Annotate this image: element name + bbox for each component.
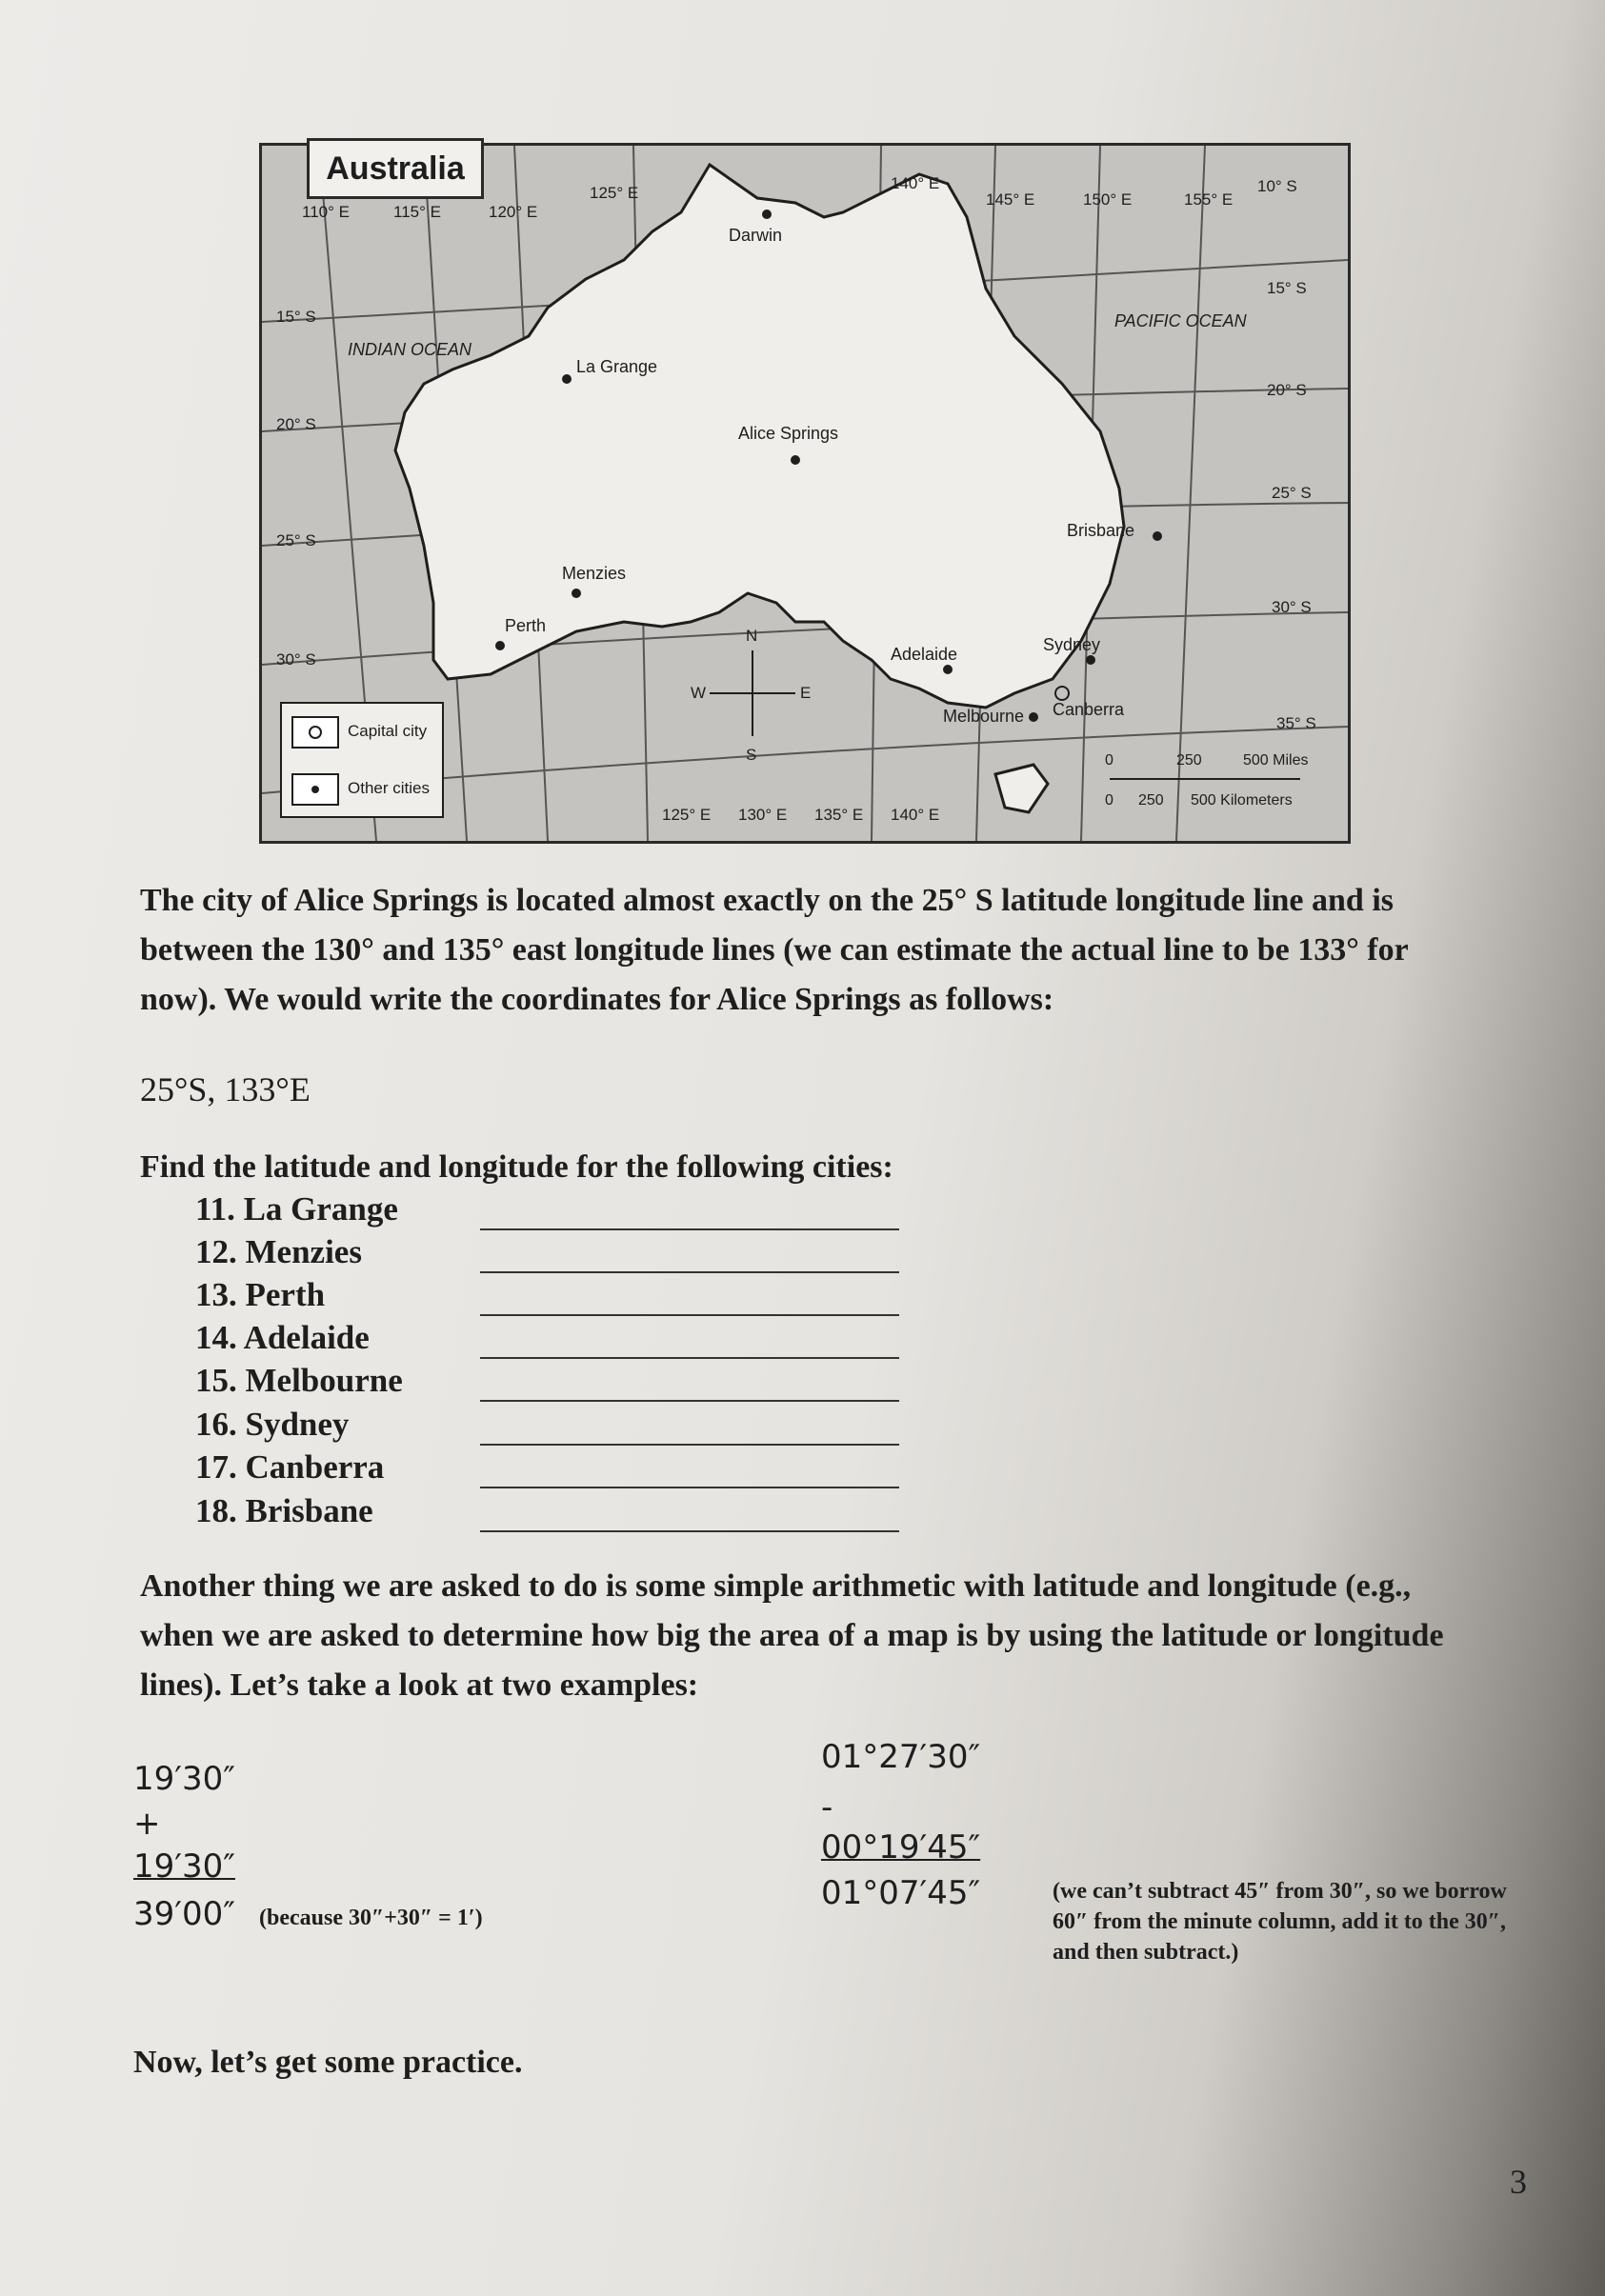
compass-w: W [691,684,707,702]
lat-label: 20° S [276,415,316,433]
lat-label: 30° S [1272,598,1312,616]
lat-label: 15° S [1267,279,1307,297]
answer-line[interactable] [480,1444,899,1446]
ex1-result: 39′00″ [133,1895,235,1933]
ex1-b: 19′30″ [133,1847,235,1886]
scale-mile-250: 250 [1176,752,1202,769]
page-number: 3 [1510,2163,1527,2201]
brisbane-dot [1153,531,1162,541]
map-title: Australia [307,138,484,199]
question-perth: 13. Perth [195,1276,326,1313]
ex2-b: 00°19′45″ [821,1828,981,1867]
ex1-a: 19′30″ [133,1760,235,1798]
lon-label: 125° E [662,806,712,824]
pacific-ocean-label: PACIFIC OCEAN [1114,311,1247,330]
lon-label: 140° E [891,174,940,192]
city-label: Melbourne [943,707,1025,726]
ex2-note: (we can’t subtract 45″ from 30″, so we borrow 60″ from the minute column, add it to the 30″, and then subtract.) [1053,1879,1507,1965]
perth-dot [495,641,505,650]
lon-label: 145° E [986,190,1035,209]
alice-springs-coords: 25°S, 133°E [140,1070,311,1108]
find-prompt: Find the latitude and longitude for the following cities: [140,1149,893,1185]
answer-line[interactable] [480,1314,899,1316]
map-legend [281,703,443,817]
question-canberra: 17. Canberra [195,1448,385,1486]
answer-line[interactable] [480,1530,899,1532]
city-label: Brisbane [1067,521,1135,540]
answer-line[interactable] [480,1487,899,1488]
legend-other: Other cities [348,779,430,797]
lon-label: 135° E [814,806,864,824]
answer-line[interactable] [480,1357,899,1359]
scale-mile-0: 0 [1105,752,1113,769]
practice-text: Now, let’s get some practice. [133,2045,523,2080]
scale-km-0: 0 [1105,792,1113,809]
melbourne-dot [1029,712,1038,722]
australia-map [259,143,1351,844]
lat-label: 15° S [276,308,316,326]
adelaide-dot [943,665,953,674]
lat-label: 20° S [1267,381,1307,399]
legend-capital: Capital city [348,722,428,740]
answer-line[interactable] [480,1228,899,1230]
lat-label: 30° S [276,650,316,669]
alice-springs-dot [791,455,800,465]
lon-label: 115° E [393,203,441,221]
scale-mile-500: 500 Miles [1243,752,1309,769]
lon-label: 120° E [489,203,538,221]
lon-label: 140° E [891,806,940,824]
map-svg [262,146,1348,841]
city-legend-icon [311,786,319,793]
lat-label: 35° S [1276,714,1316,732]
question-la-grange: 11. La Grange [195,1190,398,1228]
menzies-dot [572,589,581,598]
ex1-note: (because 30″+30″ = 1′) [259,1906,483,1930]
city-label: Perth [505,616,547,635]
question-brisbane: 18. Brisbane [195,1492,373,1529]
question-sydney: 16. Sydney [195,1406,350,1443]
city-label: Canberra [1053,700,1125,719]
scale-km-250: 250 [1138,792,1164,809]
city-label: Adelaide [891,645,958,664]
compass-e: E [800,684,812,702]
ex2-result: 01°07′45″ [821,1874,981,1912]
sydney-dot [1086,655,1095,665]
answer-line[interactable] [480,1271,899,1273]
answer-line[interactable] [480,1400,899,1402]
lat-label: 25° S [1272,484,1312,502]
compass-s: S [746,746,757,764]
lon-label: 125° E [590,184,639,202]
lon-label: 110° E [302,203,350,221]
ex1-op: + [133,1805,161,1843]
arithmetic-paragraph: Another thing we are asked to do is some simple arithmetic with latitude and longitude (e.g., when we are asked to determine how big the area of a map is by using the latitude or longitude lines). Let’s take a look at two examples: [140,1568,1444,1703]
lon-label: 130° E [738,806,788,824]
indian-ocean-label: INDIAN OCEAN [348,340,472,359]
scale-km-500: 500 Kilometers [1191,792,1293,809]
ex2-a: 01°27′30″ [821,1738,981,1776]
question-menzies: 12. Menzies [195,1233,362,1270]
city-label: Alice Springs [738,424,839,443]
city-label: Darwin [729,226,783,245]
city-label: La Grange [576,357,658,376]
lon-label: 150° E [1083,190,1133,209]
lon-label: 155° E [1184,190,1234,209]
lat-label: 10° S [1257,177,1297,195]
city-label: Menzies [562,564,627,583]
lat-label: 25° S [276,531,316,549]
question-adelaide: 14. Adelaide [195,1319,370,1356]
ex2-op: - [821,1788,833,1827]
la-grange-dot [562,374,572,384]
city-label: Sydney [1043,635,1101,654]
question-melbourne: 15. Melbourne [195,1362,403,1399]
compass-n: N [746,627,758,645]
intro-paragraph: The city of Alice Springs is located almost exactly on the 25° S latitude longitude line and is between the 130° and 135° east longitude lines (we can estimate the actual line to be 133° for now). We would write the coordinates for Alice Springs as follows: [140,883,1409,1017]
darwin-dot [762,210,772,219]
